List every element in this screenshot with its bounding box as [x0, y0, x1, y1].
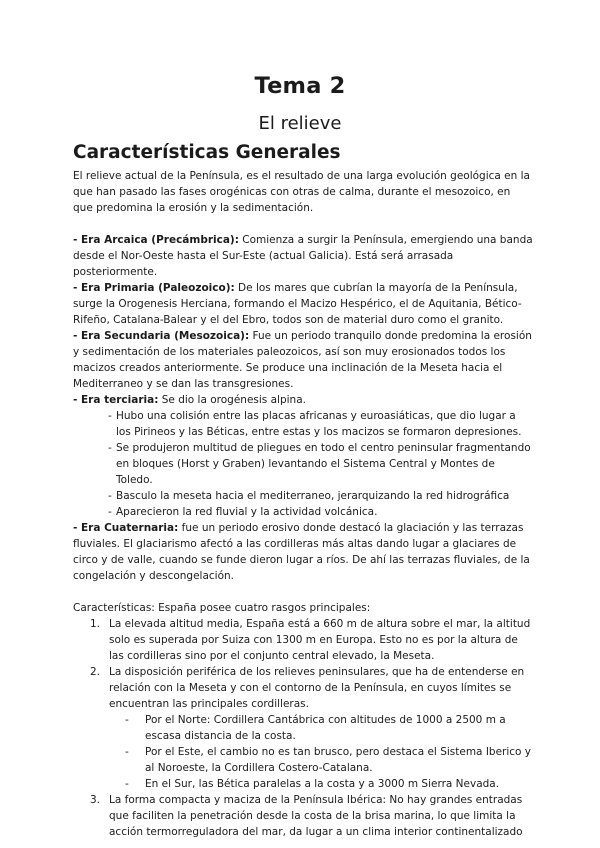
eras-block — [73, 232, 533, 584]
cordilleras-list — [109, 712, 533, 792]
era-text: fue un periodo erosivo donde destacó la glaciación y las terrazas fluviales. El glaciarismo afectó a las cordilleras más altas dando lugar a glaciares de circo y de valle, cuando se funde dieron lugar a ríos. De ahí las terrazas fluviales, de la congelación y descongelación. — [73, 522, 530, 582]
era-text: De los mares que cubrían la mayoría de la Península, surge la Orogenesis Herciana, formando el Macizo Hespérico, el de Aquitania, Bético-Rifeño, Catalana-Balear y el del Ebro, todos son de material duro como el granito. — [73, 282, 522, 326]
era-label: - Era Secundaria (Mesozoica): — [73, 330, 250, 342]
list-item-text: Por el Este, el cambio no es tan brusco, pero destaca el Sistema Iberico y al Noroeste, la Cordillera Costero-Catalana. — [145, 746, 532, 774]
page-subtitle: El relieve — [258, 113, 342, 134]
list-item: - Aparecieron la red fluvial y la actividad volcánica. — [108, 504, 533, 520]
list-item-text: En el Sur, las Bética paralelas a la costa y a 3000 m Sierra Nevada. — [145, 778, 500, 790]
dash-mark: - — [125, 714, 129, 726]
list-item — [125, 744, 533, 776]
list-item: - Basculo la meseta hacia el mediterraneo, jerarquizando la red hidrográfica — [108, 488, 533, 504]
era-label: - Era Arcaica (Precámbrica): — [73, 234, 239, 246]
dash-mark: - — [125, 746, 129, 758]
era-text: Se dio la orogénesis alpina. — [158, 394, 306, 406]
list-item — [90, 792, 533, 840]
list-item-text: La disposición periférica de los relieves peninsulares, que ha de entenderse en relación con la Meseta y con el contorno de la Península, en cuyos límites se encuentran las principales cordilleras. — [109, 666, 525, 710]
era-arcaica — [73, 232, 533, 280]
list-item: - Hubo una colisión entre las placas africanas y euroasiáticas, que dio lugar a los Pirineos y las Béticas, entre estas y los macizos se formaron depresiones. — [108, 408, 533, 440]
era-label: - Era Primaria (Paleozoico): — [73, 282, 235, 294]
page-title: Tema 2 — [254, 73, 346, 99]
era-label: - Era terciaria: — [73, 394, 159, 406]
section-title: Características Generales — [73, 142, 341, 163]
list-number: 1. — [90, 618, 101, 630]
list-item — [90, 616, 533, 664]
era-terciaria — [73, 392, 533, 408]
dash-mark: - — [125, 778, 129, 790]
rasgos-list — [73, 616, 533, 840]
intro-paragraph: El relieve actual de la Península, es el resultado de una larga evolución geológica en la que han pasado las fases orogénicas con otras de calma, durante el mesozoico, en que predomina la erosión y la sedimentación. — [73, 170, 530, 214]
list-item-text: La elevada altitud media, España está a 660 m de altura sobre el mar, la altitud solo es superada por Suiza con 1300 m en Europa. Esto no es por la altura de las cordilleras sino por el conjunto central elevado, la Meseta. — [109, 618, 531, 662]
list-item: - Se produjeron multitud de pliegues en todo el centro peninsular fragmentando en bloques (Horst y Graben) levantando el Sistema Central y Montes de Toledo. — [108, 440, 533, 488]
terciaria-points — [73, 408, 533, 520]
era-text: Comienza a surgir la Península, emergiendo una banda desde el Nor-Oeste hasta el Sur-Este (actual Galicia). Está será arrasada posteriormente. — [73, 234, 533, 278]
era-text: Fue un periodo tranquilo donde predomina la erosión y sedimentación de los materiales paleozoicos, así son muy erosionados todos los macizos creados anteriormente. Se produce una inclinación de la Meseta hacia el Mediterraneo y se dan las transgresiones. — [73, 330, 532, 390]
era-label: - Era Cuaternaria: — [73, 522, 179, 534]
list-number: 2. — [90, 666, 101, 678]
caracteristicas-intro: Características: España posee cuatro rasgos principales: — [73, 602, 371, 614]
document-body — [73, 168, 533, 840]
list-item — [90, 664, 533, 792]
list-item-text: La forma compacta y maciza de la Península Ibérica: No hay grandes entradas que faciliten la penetración desde la costa de la brisa marina, lo que limita la acción termorreguladora del mar, da lugar a un clima interior continentalizado — [109, 794, 523, 838]
era-cuaternaria — [73, 520, 533, 584]
list-item-text: Por el Norte: Cordillera Cantábrica con altitudes de 1000 a 2500 m a escasa distancia de la costa. — [145, 714, 506, 742]
era-secundaria — [73, 328, 533, 392]
era-primaria — [73, 280, 533, 328]
list-item — [125, 712, 533, 744]
list-number: 3. — [90, 794, 101, 806]
list-item — [125, 776, 533, 792]
